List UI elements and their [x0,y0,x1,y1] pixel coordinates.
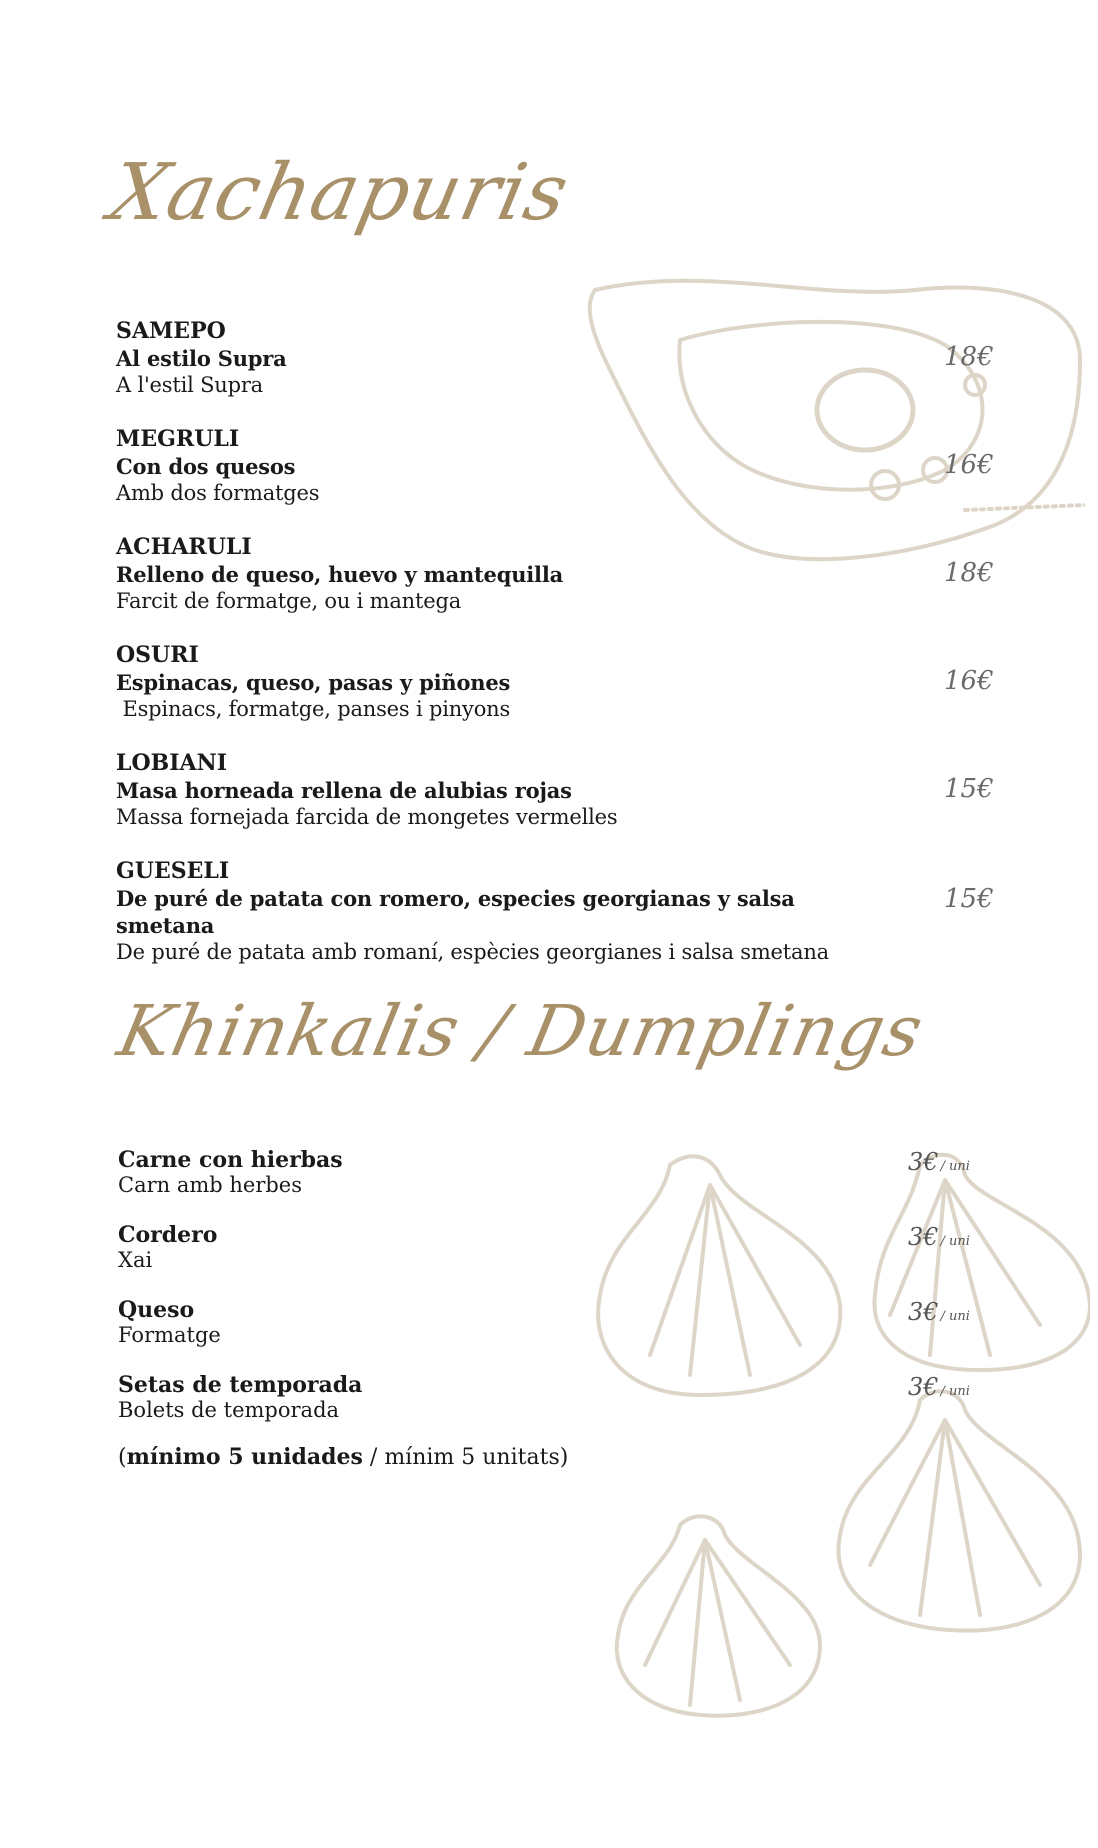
paren-open: ( [118,1445,127,1470]
menu-item [116,858,836,966]
menu-item [116,750,836,831]
price-unit: / uni [940,1234,970,1249]
item-name: MEGRULI [116,426,240,452]
item-description-ca: Bolets de temporada [118,1398,340,1422]
item-name: LOBIANI [116,750,227,776]
price-unit: / uni [940,1384,970,1399]
item-description-es: Masa horneada rellena de alubias rojas [116,778,572,803]
menu-item [116,642,836,723]
menu-item [118,1148,718,1198]
price-value: 3€ [908,1298,939,1326]
price-value: 3€ [908,1223,939,1251]
price-value: 3€ [908,1373,939,1401]
minimum-es: mínimo 5 unidades [126,1444,363,1470]
item-description-ca: Amb dos formatges [116,481,320,505]
item-description-es: Relleno de queso, huevo y mantequilla [116,562,564,587]
item-description-ca: Espinacs, formatge, panses i pinyons [116,697,511,721]
item-price: 15€ [944,774,994,804]
menu-item [118,1373,718,1423]
paren-close: ) [559,1445,569,1470]
item-description-ca: De puré de patata amb romaní, espècies georgianes i salsa smetana [116,940,829,964]
price-unit: / uni [940,1159,970,1174]
item-description-ca: A l'estil Supra [116,373,263,397]
item-description-ca: Formatge [118,1323,221,1347]
price-value: 3€ [908,1148,939,1176]
menu-item [116,318,836,399]
item-price: 18€ [944,558,994,588]
item-price: 16€ [944,450,994,480]
menu-item [116,534,836,615]
item-price [908,1148,970,1176]
item-name: ACHARULI [116,534,252,560]
menu-item [116,426,836,507]
item-description-ca: Carn amb herbes [118,1173,303,1197]
item-price [908,1223,970,1251]
menu-item [118,1223,718,1273]
item-price: 16€ [944,666,994,696]
item-name: OSURI [116,642,199,668]
item-description-ca: Xai [118,1248,153,1272]
item-description-es: Queso [118,1297,195,1323]
minimum-ca: / mínim 5 unitats [362,1445,560,1470]
menu-item [118,1298,718,1348]
item-price [908,1373,970,1401]
item-name: GUESELI [116,858,230,884]
section-title-khinkalis: Khinkalis / Dumplings [111,990,931,1072]
item-description-es: Al estilo Supra [116,346,287,371]
price-unit: / uni [940,1309,970,1324]
item-description-es: Espinacas, queso, pasas y piñones [116,670,511,695]
item-description-ca: Massa fornejada farcida de mongetes vermelles [116,805,618,829]
item-description-es: Carne con hierbas [118,1147,343,1173]
item-price: 15€ [944,884,994,914]
item-description-es: De puré de patata con romero, especies georgianas y salsa smetana [116,886,795,938]
item-description-es: Cordero [118,1222,218,1248]
item-description-es: Setas de temporada [118,1372,363,1398]
section-title-xachapuris: Xachapuris [102,148,577,238]
item-description-ca: Farcit de formatge, ou i mantega [116,589,462,613]
minimum-order-note [118,1444,568,1470]
item-description-es: Con dos quesos [116,454,296,479]
item-name: SAMEPO [116,318,226,344]
item-price [908,1298,970,1326]
item-price: 18€ [944,342,994,372]
